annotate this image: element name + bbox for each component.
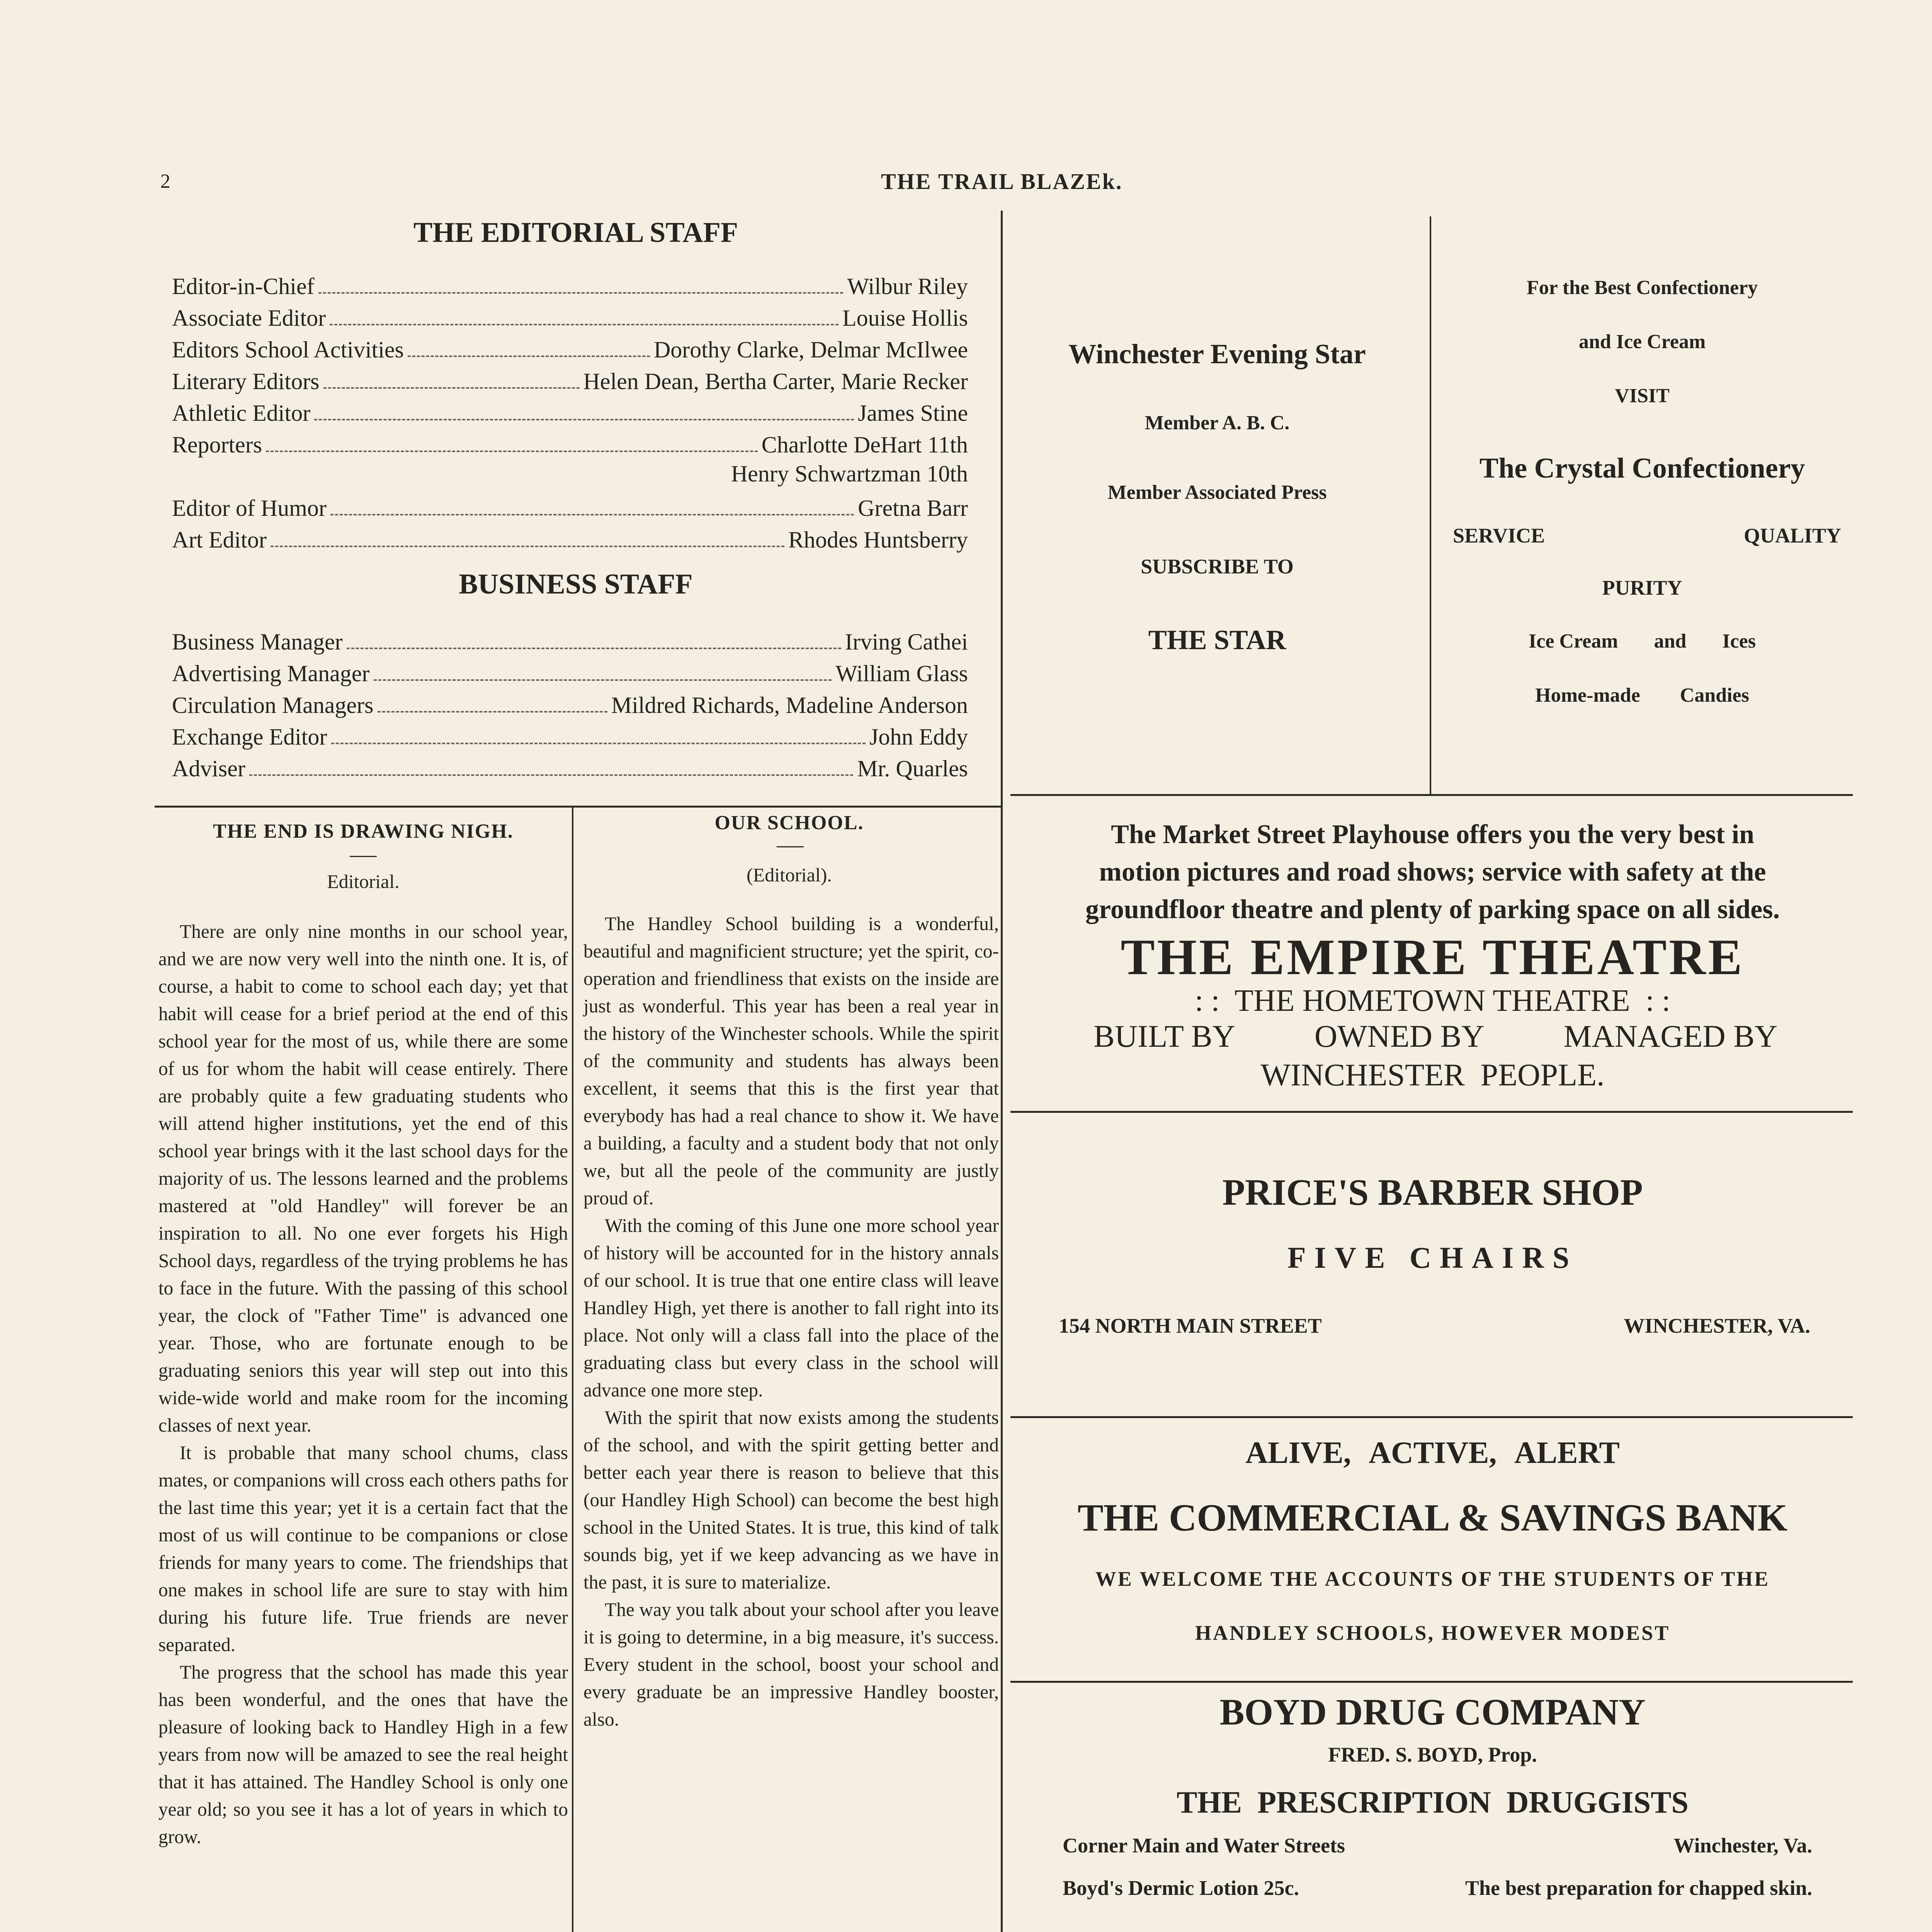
boyd-ad-address-row bbox=[1063, 1833, 1812, 1857]
barber-ad-chairs: FIVE CHAIRS bbox=[1287, 1241, 1578, 1274]
staff-role: Exchange Editor bbox=[172, 724, 327, 750]
bank-ad-name: THE COMMERCIAL & SAVINGS BANK bbox=[1077, 1496, 1788, 1539]
business-staff-title: BUSINESS STAFF bbox=[459, 568, 693, 600]
divider-price-bottom bbox=[1010, 1416, 1853, 1418]
staff-name: Irving Cathei bbox=[845, 629, 968, 655]
bank-ad-schools: HANDLEY SCHOOLS, HOWEVER MODEST bbox=[1195, 1621, 1670, 1645]
editorial-staff-title: THE EDITORIAL STAFF bbox=[413, 217, 738, 248]
staff-name: Dorothy Clarke, Delmar McIlwee bbox=[653, 337, 968, 362]
bank-ad-welcome: WE WELCOME THE ACCOUNTS OF THE STUDENTS OF THE bbox=[1095, 1567, 1770, 1590]
empire-ad-intro: groundfloor theatre and plenty of parking space on all sides. bbox=[1085, 895, 1780, 924]
empire-ad-built-row bbox=[1094, 1018, 1777, 1054]
leader-dots bbox=[347, 648, 841, 649]
star-ad-the-star: THE STAR bbox=[1148, 624, 1286, 655]
boyd-ad-name: BOYD DRUG COMPANY bbox=[1219, 1691, 1646, 1733]
title-underline bbox=[350, 856, 377, 857]
staff-role: Circulation Managers bbox=[172, 692, 374, 718]
crystal-ad-quality: QUALITY bbox=[1743, 524, 1841, 547]
article-paragraph: The progress that the school has made this year has been wonderful, and the ones that have the pleasure of looking back to Handley High in a few years from now will be amazed to see the real height that it has attained. The Handley School is only one year old; so you see it has a lot of years in which to grow. bbox=[158, 1662, 568, 1847]
article-title: OUR SCHOOL. bbox=[714, 812, 864, 834]
boyd-ad-lotion: Boyd's Dermic Lotion 25c. bbox=[1063, 1876, 1299, 1900]
leader-dots bbox=[330, 324, 838, 325]
crystal-ad-ice-row bbox=[1434, 630, 1851, 653]
staff-role: Associate Editor bbox=[172, 305, 326, 331]
crystal-ad-candy-row bbox=[1434, 684, 1851, 707]
staff-name: Gretna Barr bbox=[858, 495, 968, 521]
staff-name: Charlotte DeHart 11th bbox=[761, 432, 968, 457]
boyd-ad-prop: FRED. S. BOYD, Prop. bbox=[1328, 1743, 1537, 1766]
star-ad-name: Winchester Evening Star bbox=[1068, 338, 1366, 369]
boyd-ad-tagline: THE PRESCRIPTION DRUGGISTS bbox=[1177, 1786, 1689, 1820]
staff-row bbox=[172, 721, 968, 750]
staff-row bbox=[172, 626, 968, 655]
staff-name: Mildred Richards, Madeline Anderson bbox=[611, 692, 968, 718]
empire-ad-intro: motion pictures and road shows; service with safety at the bbox=[1099, 857, 1766, 887]
empire-ad-built: BUILT BY bbox=[1094, 1019, 1235, 1054]
barber-ad-city: WINCHESTER, VA. bbox=[1624, 1314, 1810, 1337]
crystal-ad-name: The Crystal Confectionery bbox=[1479, 452, 1805, 484]
leader-dots bbox=[408, 355, 650, 357]
staff-role: Art Editor bbox=[172, 527, 267, 553]
crystal-ad-purity: PURITY bbox=[1602, 576, 1682, 599]
star-ad-subscribe: SUBSCRIBE TO bbox=[1141, 555, 1294, 578]
staff-row bbox=[172, 429, 968, 458]
crystal-ad-ices: Ices bbox=[1722, 630, 1756, 652]
divider-staff-bottom bbox=[155, 806, 1001, 808]
divider-columns bbox=[572, 808, 573, 1932]
divider-vertical-left bbox=[1001, 211, 1003, 1932]
boyd-ad-lotion-row bbox=[1063, 1876, 1812, 1900]
title-underline bbox=[777, 846, 804, 847]
article-paragraph: With the coming of this June one more school year of history will be accounted for in the history annals of our school. It is true that one entire class will leave Handley High, yet there is another to fall right into its place. Not only will a class fall into the place of the graduating class but every class in the school will advance one more step. bbox=[583, 1215, 999, 1401]
staff-role: Reporters bbox=[172, 432, 262, 457]
star-ad-press: Member Associated Press bbox=[1107, 481, 1327, 503]
crystal-ad-homemade: Home-made bbox=[1535, 684, 1640, 706]
leader-dots bbox=[266, 451, 757, 452]
staff-name: Rhodes Huntsberry bbox=[788, 527, 968, 553]
article-title: THE END IS DRAWING NIGH. bbox=[213, 820, 514, 842]
crystal-ad-and: and bbox=[1654, 630, 1687, 652]
staff-name: Louise Hollis bbox=[842, 305, 968, 331]
staff-role: Athletic Editor bbox=[172, 400, 311, 426]
divider-ads-top bbox=[1010, 794, 1853, 796]
staff-row bbox=[172, 753, 968, 782]
empire-ad-tagline: : : THE HOMETOWN THEATRE : : bbox=[1194, 984, 1671, 1018]
article-subtitle: (Editorial). bbox=[747, 864, 832, 886]
barber-ad-name: PRICE'S BARBER SHOP bbox=[1222, 1172, 1643, 1213]
star-ad-member: Member A. B. C. bbox=[1145, 412, 1290, 434]
leader-dots bbox=[323, 387, 580, 389]
crystal-ad-visit: VISIT bbox=[1615, 385, 1670, 407]
running-head: THE TRAIL BLAZEk. bbox=[881, 169, 1123, 194]
crystal-ad-candies: Candies bbox=[1680, 684, 1749, 706]
article-body bbox=[158, 918, 568, 1850]
staff-name: Mr. Quarles bbox=[857, 756, 968, 781]
staff-role: Adviser bbox=[172, 756, 245, 781]
crystal-ad-service-row bbox=[1453, 524, 1841, 548]
leader-dots bbox=[331, 743, 866, 744]
crystal-ad-service: SERVICE bbox=[1453, 524, 1545, 547]
staff-name: Wilbur Riley bbox=[847, 274, 968, 299]
staff-role: Editor-in-Chief bbox=[172, 274, 315, 299]
staff-role: Literary Editors bbox=[172, 369, 320, 394]
barber-ad-address: 154 NORTH MAIN STREET bbox=[1059, 1314, 1322, 1337]
boyd-ad-city: Winchester, Va. bbox=[1673, 1834, 1812, 1857]
empire-ad-owned: OWNED BY bbox=[1314, 1019, 1485, 1054]
article-paragraph: The way you talk about your school after you leave it is going to determine, in a big measure, it's success. Every student in the school, boost your school and every graduate be an impressive Handley booster, also. bbox=[583, 1599, 999, 1730]
leader-dots bbox=[378, 711, 607, 713]
page-number: 2 bbox=[160, 170, 170, 192]
boyd-ad-lotion-desc: The best preparation for chapped skin. bbox=[1465, 1876, 1812, 1900]
divider-empire-bottom bbox=[1010, 1111, 1853, 1113]
bank-ad-slogan: ALIVE, ACTIVE, ALERT bbox=[1245, 1436, 1620, 1470]
staff-name: John Eddy bbox=[869, 724, 968, 750]
divider-bank-bottom bbox=[1010, 1681, 1853, 1683]
staff-row bbox=[172, 397, 968, 427]
article-paragraph: The Handley School building is a wonderful, beautiful and magnificient structure; yet the spirit, co-operation and friendliness that exists on the inside are just as wonderful. This year has been a real year in the history of the Winchester schools. While the spirit of the community and students has always been excellent, it seems that this is the first year that everybody has had a real chance to show it. We have a building, a faculty and a student body that not only we, but all the peole of the community are justly proud of. bbox=[583, 913, 999, 1209]
boyd-ad-address: Corner Main and Water Streets bbox=[1063, 1834, 1345, 1857]
article-body bbox=[583, 910, 999, 1733]
leader-dots bbox=[270, 546, 784, 547]
staff-name-continued: Henry Schwartzman 10th bbox=[731, 461, 968, 486]
article-paragraph: It is probable that many school chums, class mates, or companions will cross each others paths for the last time this year; yet it is a certain fact that the most of us will continue to be companions or close friends for many years to come. The friendships that one makes in school life are sure to stay with him during his future life. True friends are never separated. bbox=[158, 1442, 568, 1655]
crystal-ad-line: and Ice Cream bbox=[1578, 331, 1706, 353]
staff-row bbox=[172, 302, 968, 332]
leader-dots bbox=[249, 774, 853, 776]
staff-role: Editor of Humor bbox=[172, 495, 327, 521]
empire-ad-name: THE EMPIRE THEATRE bbox=[1121, 929, 1745, 985]
empire-ad-managed: MANAGED BY bbox=[1563, 1019, 1777, 1054]
leader-dots bbox=[318, 292, 844, 294]
crystal-ad-line: For the Best Confectionery bbox=[1526, 277, 1758, 299]
staff-role: Editors School Activities bbox=[172, 337, 404, 362]
article-paragraph: There are only nine months in our school year, and we are now very well into the ninth one. It is, of course, a habit to come to school each day; yet that habit will cease for a brief period at the end of this school year for the most of us, while there are some of us for whom the habit will cease entirely. There are probably quite a few graduating students who will attend higher institutions, yet the end of this school year brings with it the last school days for the majority of us. The lessons learned and the problems mastered at "old Handley" will forever be an inspiration to all. No one ever forgets his High School days, regardless of the trying problems he has to face in the future. With the passing of this school year, the clock of "Father Time" is advanced one year. Those, who are fortunate enough to be graduating seniors this year will step out into this wide-wide world and make room for the incoming classes of next year. bbox=[158, 921, 568, 1436]
staff-role: Advertising Manager bbox=[172, 661, 370, 686]
staff-row bbox=[172, 658, 968, 687]
article-subtitle: Editorial. bbox=[327, 871, 400, 892]
staff-row bbox=[172, 270, 968, 300]
leader-dots bbox=[374, 679, 832, 681]
staff-row bbox=[172, 689, 968, 719]
staff-row bbox=[172, 492, 968, 522]
staff-row bbox=[172, 524, 968, 553]
staff-role: Business Manager bbox=[172, 629, 343, 655]
staff-row bbox=[172, 366, 968, 395]
empire-ad-people: WINCHESTER PEOPLE. bbox=[1260, 1057, 1605, 1092]
divider-vertical-star bbox=[1430, 216, 1431, 794]
staff-name: James Stine bbox=[858, 400, 968, 426]
leader-dots bbox=[314, 419, 854, 420]
crystal-ad-ice-cream: Ice Cream bbox=[1529, 630, 1618, 652]
leader-dots bbox=[330, 514, 854, 515]
staff-name: Helen Dean, Bertha Carter, Marie Recker bbox=[583, 369, 968, 394]
barber-ad-address-row bbox=[1059, 1314, 1810, 1338]
staff-name: William Glass bbox=[835, 661, 968, 686]
article-paragraph: With the spirit that now exists among the students of the school, and with the spirit getting better and better each year there is reason to believe that this (our Handley High School) can become the best high school in the United States. It is true, this kind of talk sounds big, yet if we keep advancing as we have in the past, it is sure to materialize. bbox=[583, 1407, 999, 1593]
staff-row bbox=[172, 334, 968, 363]
empire-ad-intro: The Market Street Playhouse offers you the very best in bbox=[1111, 820, 1754, 849]
